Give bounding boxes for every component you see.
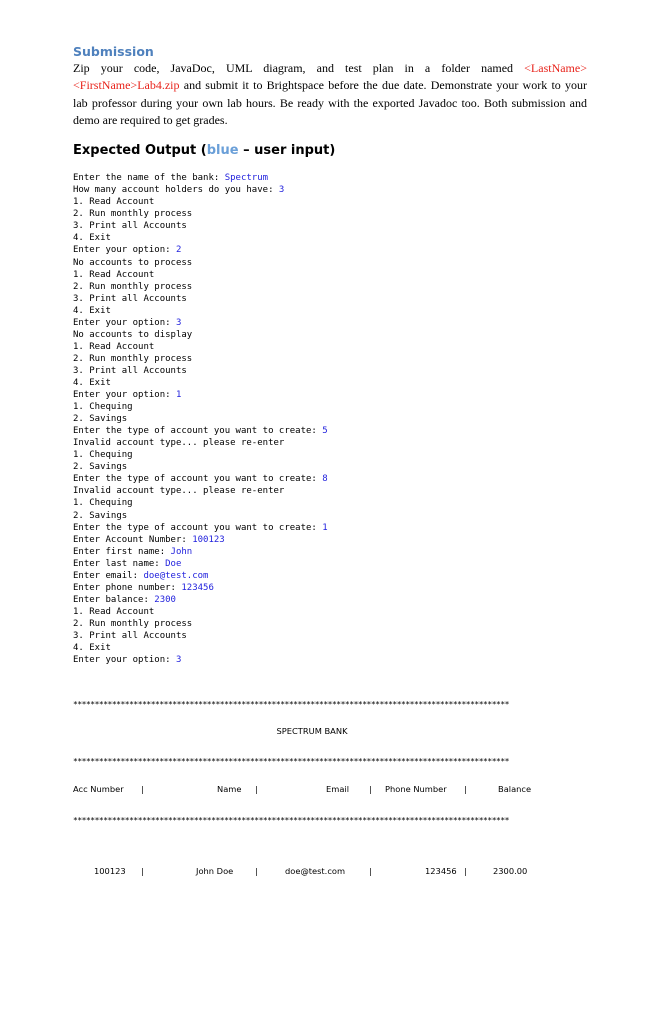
- console-line: [73, 184, 587, 196]
- header-email: Email: [326, 784, 350, 795]
- report-stars-mid: *****************************************************************************************************: [73, 757, 509, 763]
- console-prompt-text: Enter your option:: [73, 245, 176, 256]
- header-name: Name: [217, 784, 242, 795]
- submission-paragraph: [73, 60, 587, 129]
- expected-heading-after: – user input): [238, 143, 336, 159]
- console-line: [73, 642, 587, 654]
- cell-acc-number: 100123: [94, 866, 126, 877]
- report-stars-bottom: *****************************************************************************************************: [73, 816, 509, 822]
- console-prompt-text: Enter the type of account you want to create:: [73, 522, 323, 533]
- console-prompt-text: Enter the type of account you want to create:: [73, 426, 323, 437]
- console-prompt-text: Enter the name of the bank:: [73, 173, 225, 184]
- console-line: [73, 546, 587, 558]
- header-acc-number: Acc Number: [73, 784, 124, 795]
- cell-name: John Doe: [196, 866, 234, 877]
- console-line: [73, 485, 587, 497]
- console-prompt-text: 1. Read Account: [73, 197, 155, 208]
- console-line: [73, 305, 587, 317]
- console-line: [73, 208, 587, 220]
- console-line: [73, 606, 587, 618]
- console-prompt-text: Enter balance:: [73, 594, 155, 605]
- console-user-input: 5: [322, 426, 328, 437]
- console-line: [73, 570, 587, 582]
- console-prompt-text: 1. Chequing: [73, 498, 133, 509]
- console-prompt-text: Enter the type of account you want to create:: [73, 474, 323, 485]
- console-prompt-text: Enter phone number:: [73, 582, 182, 593]
- report-stars-top: *****************************************************************************************************: [73, 700, 509, 706]
- console-line: [73, 413, 587, 425]
- console-line: [73, 353, 587, 365]
- console-prompt-text: 2. Savings: [73, 462, 128, 473]
- console-prompt-text: Enter email:: [73, 570, 144, 581]
- console-prompt-text: 2. Run monthly process: [73, 618, 193, 629]
- submission-filename: <LastName><FirstName>Lab4.zip: [73, 61, 587, 93]
- cell-email: doe@test.com: [285, 866, 346, 877]
- console-line: [73, 389, 587, 401]
- console-prompt-text: Enter your option:: [73, 655, 176, 666]
- cell-sep: |: [464, 866, 467, 877]
- console-user-input: 3: [175, 655, 182, 666]
- console-line: [73, 425, 587, 437]
- header-balance: Balance: [498, 784, 532, 795]
- console-line: [73, 269, 587, 281]
- console-prompt-text: 2. Savings: [73, 510, 128, 521]
- console-prompt-text: Enter last name:: [73, 558, 166, 569]
- console-line: [73, 281, 587, 293]
- console-user-input: 123456: [181, 582, 214, 593]
- console-line: [73, 244, 587, 256]
- console-prompt-text: Enter Account Number:: [73, 534, 193, 545]
- console-line: [73, 401, 587, 413]
- console-user-input: 2: [175, 245, 182, 256]
- console-line: [73, 497, 587, 509]
- console-line: [73, 594, 587, 606]
- console-user-input: 3: [278, 185, 285, 196]
- console-line: [73, 196, 587, 208]
- expected-heading-before: Expected Output (: [73, 143, 207, 159]
- submission-text-before: Zip your code, JavaDoc, UML diagram, and test plan in a folder named: [73, 61, 525, 75]
- console-prompt-text: Enter your option:: [73, 390, 176, 401]
- console-user-input: 1: [322, 522, 328, 533]
- console-prompt-text: 3. Print all Accounts: [73, 365, 187, 376]
- console-prompt-text: 1. Read Account: [73, 341, 155, 352]
- console-line: [73, 172, 587, 184]
- console-output: [73, 172, 587, 666]
- cell-sep: |: [255, 866, 258, 877]
- console-prompt-text: 4. Exit: [73, 377, 111, 388]
- console-prompt-text: Enter your option:: [73, 317, 176, 328]
- submission-text-after: and submit it to Brightspace before the due date. Demonstrate your work to your lab professor during your own lab hours. Be ready with the exported Javadoc too. Both submission and demo are required to get grades.: [73, 78, 587, 127]
- console-user-input: Doe: [165, 558, 182, 569]
- console-prompt-text: No accounts to display: [73, 329, 193, 340]
- console-line: [73, 654, 587, 666]
- console-prompt-text: 4. Exit: [73, 233, 111, 244]
- console-line: [73, 630, 587, 642]
- console-prompt-text: 4. Exit: [73, 643, 111, 654]
- console-line: [73, 461, 587, 473]
- bank-report: [73, 680, 551, 898]
- console-user-input: 2300: [154, 594, 176, 605]
- expected-output-heading: [73, 142, 587, 160]
- console-prompt-text: 2. Run monthly process: [73, 353, 193, 364]
- console-prompt-text: No accounts to process: [73, 257, 193, 268]
- console-line: [73, 582, 587, 594]
- console-line: [73, 510, 587, 522]
- console-prompt-text: Invalid account type... please re-enter: [73, 486, 285, 497]
- console-user-input: 100123: [192, 534, 225, 545]
- cell-phone-number: 123456: [425, 866, 457, 877]
- report-title: SPECTRUM BANK: [276, 726, 348, 737]
- console-line: [73, 449, 587, 461]
- console-line: [73, 220, 587, 232]
- console-prompt-text: 1. Read Account: [73, 606, 155, 617]
- console-prompt-text: 1. Chequing: [73, 402, 133, 413]
- console-prompt-text: 2. Run monthly process: [73, 209, 193, 220]
- console-line: [73, 522, 587, 534]
- header-phone-number: Phone Number: [385, 784, 447, 795]
- console-line: [73, 473, 587, 485]
- console-prompt-text: 3. Print all Accounts: [73, 630, 187, 641]
- console-line: [73, 558, 587, 570]
- console-line: [73, 618, 587, 630]
- console-user-input: doe@test.com: [143, 570, 209, 581]
- console-user-input: Spectrum: [224, 173, 269, 184]
- console-line: [73, 329, 587, 341]
- console-user-input: John: [170, 546, 193, 557]
- header-sep: |: [255, 784, 258, 795]
- console-prompt-text: 1. Chequing: [73, 450, 133, 461]
- header-sep: |: [141, 784, 144, 795]
- cell-balance: 2300.00: [493, 866, 528, 877]
- console-prompt-text: Enter first name:: [73, 546, 171, 557]
- console-line: [73, 437, 587, 449]
- header-sep: |: [464, 784, 467, 795]
- header-sep: |: [369, 784, 372, 795]
- report-data-row: [73, 864, 551, 878]
- report-header-row: [73, 782, 551, 796]
- cell-sep: |: [141, 866, 144, 877]
- console-prompt-text: 1. Read Account: [73, 269, 155, 280]
- console-user-input: 3: [175, 317, 182, 328]
- console-prompt-text: Invalid account type... please re-enter: [73, 438, 285, 449]
- console-line: [73, 377, 587, 389]
- console-line: [73, 365, 587, 377]
- console-line: [73, 534, 587, 546]
- document-page: [73, 44, 587, 898]
- console-line: [73, 317, 587, 329]
- console-user-input: 8: [322, 474, 328, 485]
- console-prompt-text: 4. Exit: [73, 305, 111, 316]
- console-line: [73, 257, 587, 269]
- console-line: [73, 341, 587, 353]
- console-prompt-text: 3. Print all Accounts: [73, 221, 187, 232]
- console-prompt-text: 3. Print all Accounts: [73, 293, 187, 304]
- submission-heading: Submission: [73, 44, 154, 59]
- cell-sep: |: [369, 866, 372, 877]
- console-line: [73, 293, 587, 305]
- expected-heading-blue: blue: [206, 143, 239, 159]
- console-line: [73, 232, 587, 244]
- console-prompt-text: 2. Run monthly process: [73, 281, 193, 292]
- console-prompt-text: How many account holders do you have:: [73, 185, 279, 196]
- console-prompt-text: 2. Savings: [73, 414, 128, 425]
- console-user-input: 1: [175, 390, 182, 401]
